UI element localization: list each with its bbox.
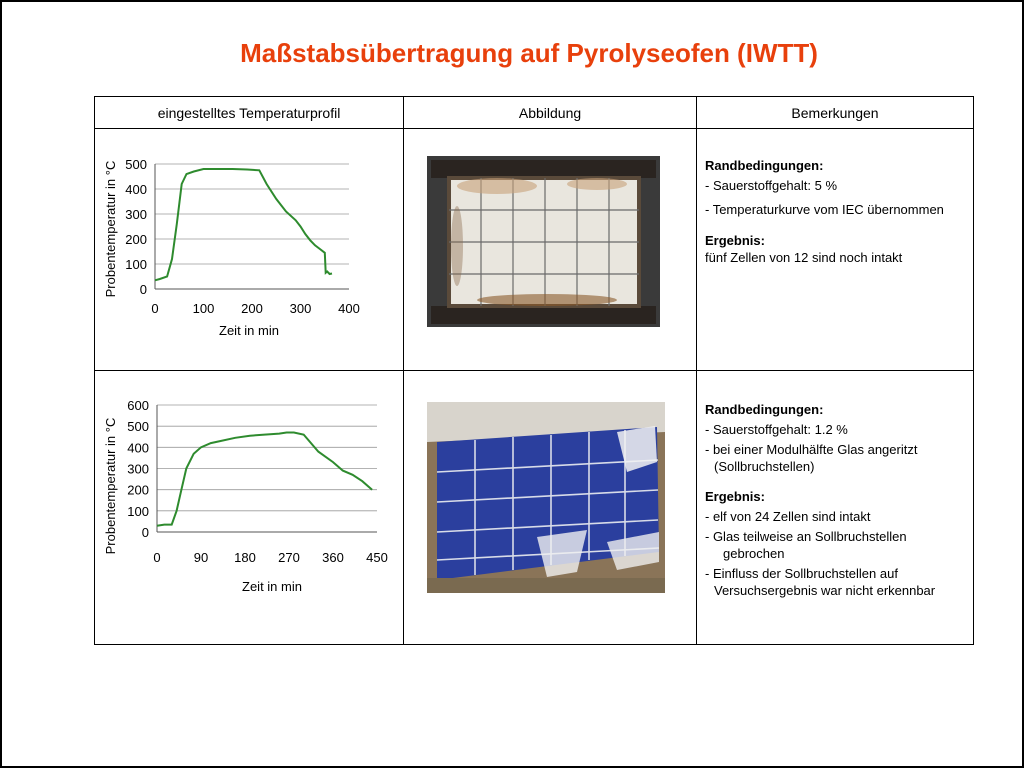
remarks-cell — [697, 129, 974, 371]
y-tick-label: 200 — [127, 482, 149, 498]
results-table — [94, 96, 974, 645]
y-tick-label: 300 — [127, 461, 149, 477]
remarks-line: (Sollbruchstellen) — [714, 459, 815, 474]
temperature-chart-2 — [95, 371, 404, 639]
y-tick-label: 0 — [139, 282, 147, 297]
image-cell — [404, 371, 697, 645]
y-tick-label: 600 — [127, 398, 149, 413]
y-tick-label: 400 — [125, 182, 147, 197]
y-tick-label: 100 — [127, 503, 149, 519]
x-tick-label: 360 — [322, 550, 344, 565]
y-tick-label: 500 — [127, 419, 149, 435]
remarks-line: - Einfluss der Sollbruchstellen auf — [705, 566, 898, 581]
remarks-heading: Ergebnis: — [705, 489, 765, 504]
x-tick-label: 270 — [278, 550, 300, 565]
x-tick-label: 200 — [241, 301, 263, 316]
x-tick-label: 0 — [153, 550, 161, 565]
x-tick-label: 100 — [192, 301, 215, 316]
header-temperature-profile: eingestelltes Temperaturprofil — [95, 97, 404, 129]
x-tick-label: 300 — [289, 301, 312, 316]
y-tick-label: 500 — [125, 157, 147, 172]
chart-cell — [95, 129, 404, 371]
y-tick-label: 300 — [125, 207, 147, 222]
remarks-line: Versuchsergebnis war nicht erkennbar — [714, 583, 936, 598]
y-axis-label: Probentemperatur in °C — [103, 160, 118, 298]
remarks-line: - Sauerstoffgehalt: 1.2 % — [705, 422, 848, 437]
table-row — [95, 129, 974, 371]
table-row — [95, 371, 974, 645]
header-image: Abbildung — [404, 97, 697, 129]
chart-cell — [95, 371, 404, 645]
remarks-line: - Glas teilweise an Sollbruchstellen — [705, 529, 907, 544]
x-tick-label: 0 — [151, 301, 159, 316]
remarks-line: - bei einer Modulhälfte Glas angeritzt — [705, 442, 918, 457]
x-axis-label: Zeit in min — [242, 579, 302, 594]
module-photo-1 — [427, 156, 660, 327]
remarks-line: - Temperaturkurve vom IEC übernommen — [705, 202, 944, 217]
remarks-line: fünf Zellen von 12 sind noch intakt — [705, 250, 903, 265]
remarks-heading: Randbedingungen: — [705, 402, 824, 417]
table-header-row — [95, 97, 974, 129]
y-tick-label: 0 — [141, 525, 149, 540]
temperature-series-line — [157, 433, 372, 526]
remarks-line: - elf von 24 Zellen sind intakt — [705, 509, 871, 524]
x-tick-label: 180 — [234, 550, 256, 565]
y-tick-label: 100 — [125, 257, 147, 272]
header-remarks: Bemerkungen — [697, 97, 974, 129]
remarks-line: gebrochen — [723, 546, 785, 561]
y-axis-label: Probentemperatur in °C — [103, 417, 118, 555]
remarks-cell — [697, 371, 974, 645]
x-tick-label: 450 — [366, 550, 388, 565]
x-axis-label: Zeit in min — [219, 323, 279, 338]
x-tick-label: 90 — [193, 550, 209, 565]
image-cell — [404, 129, 697, 371]
slide-title: Maßstabsübertragung auf Pyrolyseofen (IWTT) — [240, 38, 818, 68]
y-tick-label: 400 — [127, 440, 149, 456]
remarks-heading: Ergebnis: — [705, 233, 765, 248]
x-tick-label: 400 — [338, 301, 360, 316]
remarks-line: - Sauerstoffgehalt: 5 % — [705, 178, 838, 193]
module-photo-2 — [427, 402, 665, 593]
remarks-heading: Randbedingungen: — [705, 158, 824, 173]
temperature-chart-1 — [95, 129, 404, 365]
y-tick-label: 200 — [125, 232, 147, 247]
